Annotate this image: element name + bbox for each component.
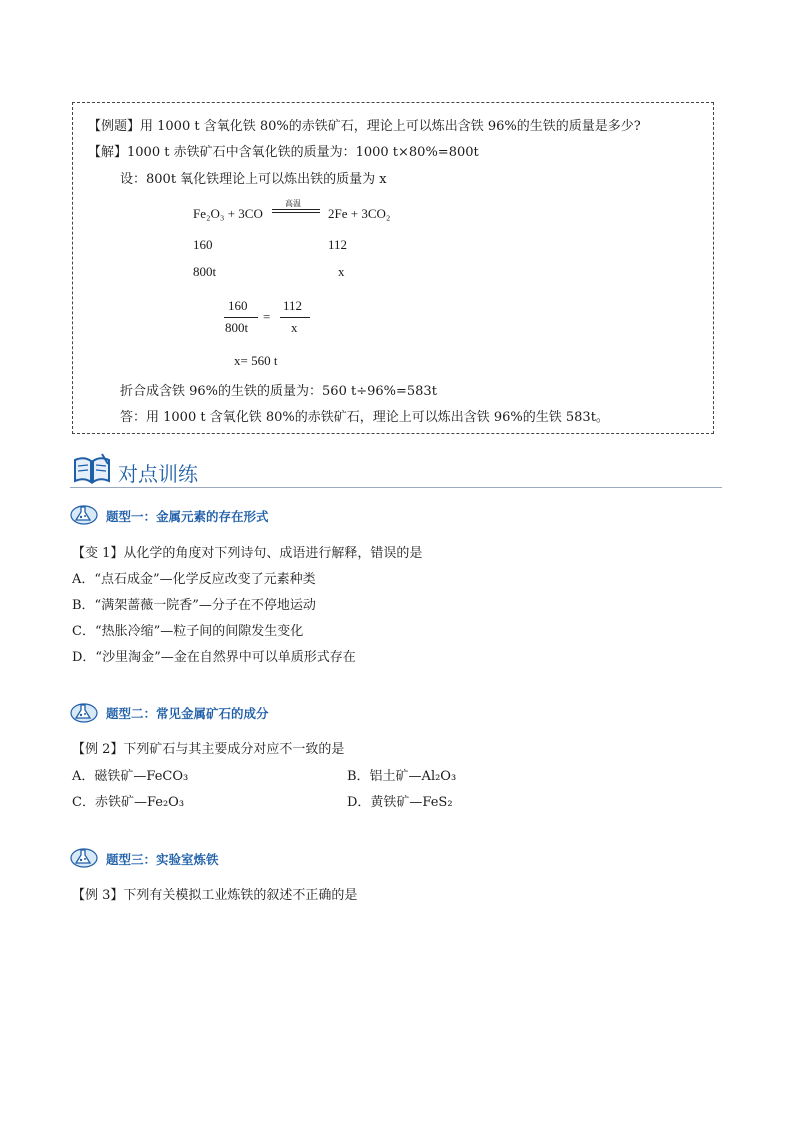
reaction-arrow-top xyxy=(272,209,320,210)
type-1-stem: 【变 1】从化学的角度对下列诗句、成语进行解释，错误的是 xyxy=(72,546,423,561)
type-1-heading: 题型一：金属元素的存在形式 xyxy=(106,509,269,524)
type-3-stem: 【例 3】下列有关模拟工业炼铁的叙述不正确的是 xyxy=(72,888,358,903)
ratio-equals: = xyxy=(263,309,271,324)
type-1-option-c: C．“热胀冷缩”—粒子间的间隙发生变化 xyxy=(72,624,304,639)
mass-left: 160 xyxy=(193,237,213,252)
equation-right: 2Fe + 3CO₂ xyxy=(328,206,391,221)
flask-icon xyxy=(70,845,100,873)
let-line: 设：800t 氧化铁理论上可以炼出铁的质量为 x xyxy=(120,172,387,187)
ratio-denominator-right: x xyxy=(291,320,298,335)
type-2-option-a: A．磁铁矿—FeCO₃ xyxy=(72,769,189,784)
result-line: x= 560 t xyxy=(234,353,278,368)
given-right: x xyxy=(338,264,345,279)
type-1-option-d: D．“沙里淘金”—金在自然界中可以单质形式存在 xyxy=(72,650,356,665)
type-2-stem: 【例 2】下列矿石与其主要成分对应不一致的是 xyxy=(72,742,345,757)
type-2-option-c: C．赤铁矿—Fe₂O₃ xyxy=(72,795,185,810)
example-question: 【例题】用 1000 t 含氧化铁 80%的赤铁矿石，理论上可以炼出含铁 96%的生铁的质量是多少? xyxy=(88,119,641,134)
fraction-bar-right xyxy=(280,317,310,318)
type-2-option-b: B．铝土矿—Al₂O₃ xyxy=(347,769,457,784)
solution-line: 【解】1000 t 赤铁矿石中含氧化铁的质量为：1000 t×80%=800t xyxy=(88,145,479,160)
type-2-option-d: D．黄铁矿—FeS₂ xyxy=(347,795,453,810)
answer-line: 答：用 1000 t 含氧化铁 80%的赤铁矿石，理论上可以炼出含铁 96%的生铁 583t。 xyxy=(120,410,609,425)
type-1-option-b: B．“满架蔷薇一院香”—分子在不停地运动 xyxy=(72,598,316,613)
book-icon xyxy=(72,452,112,490)
flask-icon xyxy=(70,502,100,530)
fraction-bar-left xyxy=(224,317,258,318)
section-title: 对点训练 xyxy=(118,462,198,486)
mass-right: 112 xyxy=(328,237,348,252)
convert-line: 折合成含铁 96%的生铁的质量为：560 t÷96%=583t xyxy=(120,384,437,399)
equation-left: Fe₂O₃ + 3CO xyxy=(193,206,263,221)
ratio-numerator-left: 160 xyxy=(228,298,248,313)
ratio-numerator-right: 112 xyxy=(283,298,303,313)
reaction-arrow-bottom xyxy=(272,212,320,213)
given-left: 800t xyxy=(193,264,217,279)
reaction-condition: 高温 xyxy=(285,199,301,208)
flask-icon xyxy=(70,700,100,728)
ratio-denominator-left: 800t xyxy=(225,320,249,335)
type-1-option-a: A．“点石成金”—化学反应改变了元素种类 xyxy=(72,572,316,587)
section-divider xyxy=(70,487,722,488)
type-2-heading: 题型二：常见金属矿石的成分 xyxy=(106,706,269,721)
type-3-heading: 题型三：实验室炼铁 xyxy=(106,852,219,867)
